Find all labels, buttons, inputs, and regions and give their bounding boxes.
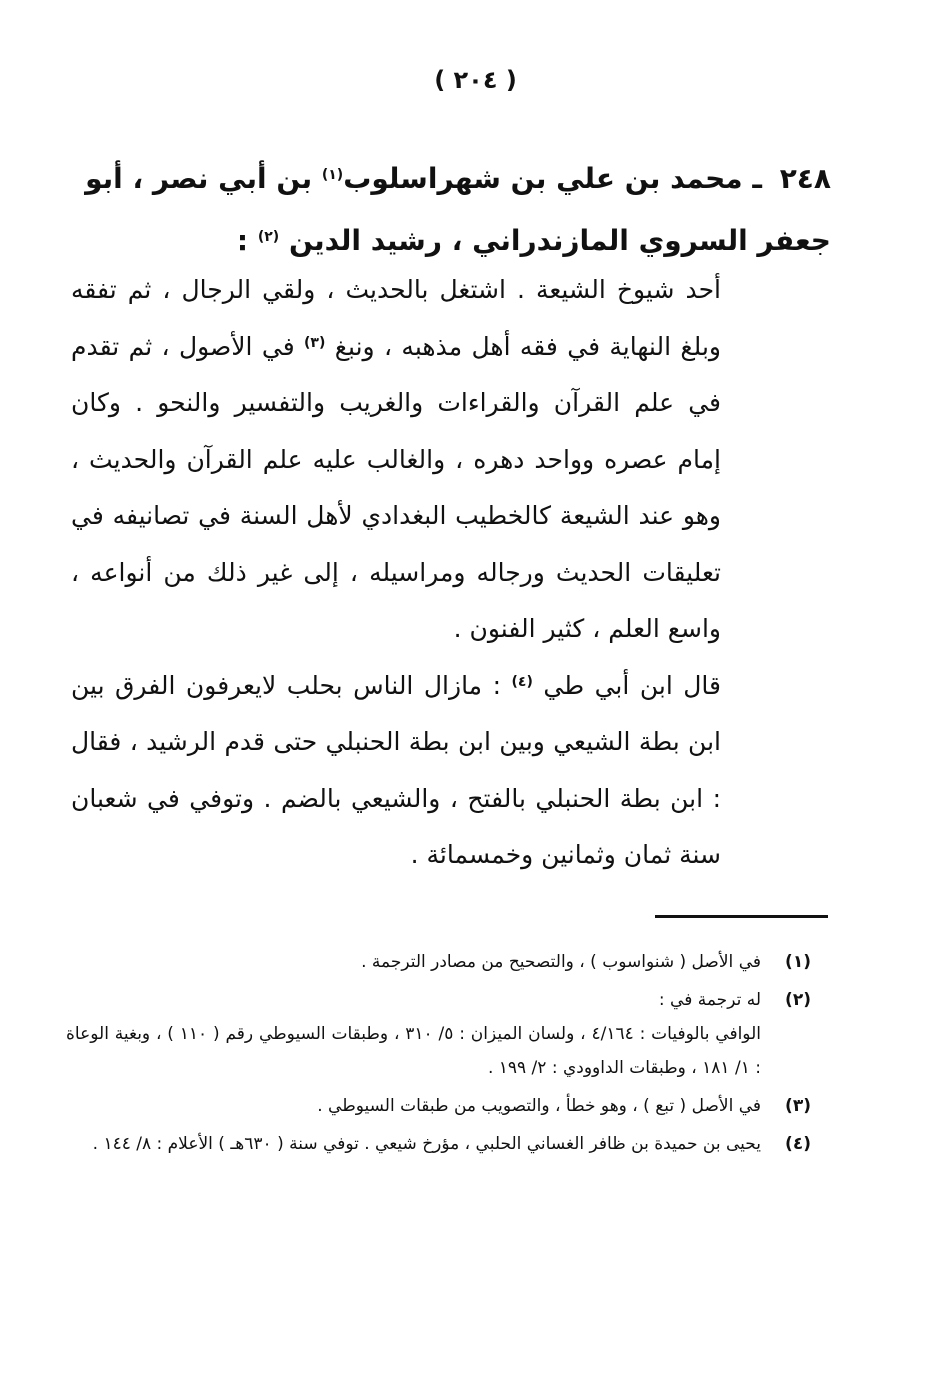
footnote-text bbox=[66, 1089, 761, 1123]
footnote-text bbox=[66, 1127, 761, 1161]
paragraph-1-start: أحد شيوخ الشيعة . اشتغل بالحديث ، ولقي الرجال ، ثم تفقه وبلغ النهاية في فقه أهل مذهبه ، ونبغ bbox=[71, 275, 721, 361]
paragraph-2-start: قال ابن أبي طي bbox=[543, 670, 721, 700]
entry-number: ٢٤٨ bbox=[779, 162, 831, 195]
paragraph-1 bbox=[71, 262, 721, 658]
footnote-line: يحيى بن حميدة بن ظافر الغساني الحلبي ، مؤرخ شيعي . توفي سنة ( ٦٣٠هـ ) الأعلام : ٨/ ١٤٤ . bbox=[92, 1134, 761, 1154]
body-text bbox=[71, 262, 721, 884]
footnote-number: (٤) bbox=[785, 1134, 811, 1154]
entry-heading-colon: : bbox=[236, 224, 249, 257]
footnote-1 bbox=[66, 945, 811, 979]
footnote-line: في الأصل ( تبع ) ، وهو خطأ ، والتصويب من طبقات السيوطي . bbox=[317, 1096, 761, 1116]
footnote-line: له ترجمة في : bbox=[658, 990, 761, 1010]
footnote-ref-4[interactable]: (٤) bbox=[511, 673, 533, 690]
entry-heading-part2: بن أبي نصر ، أبو جعفر السروي المازندراني ، رشيد الدين bbox=[85, 162, 831, 257]
footnote-line: في الأصل ( شنواسوب ) ، والتصحيح من مصادر الترجمة . bbox=[361, 952, 761, 972]
footnote-ref-3[interactable]: (٣) bbox=[304, 334, 326, 351]
footnote-ref-1[interactable]: (١) bbox=[321, 167, 344, 183]
entry-heading-part1: ـ محمد بن علي بن شهراسلوب bbox=[343, 162, 762, 195]
footnote-text bbox=[66, 945, 761, 979]
footnote-4 bbox=[66, 1127, 811, 1161]
footnotes bbox=[66, 945, 811, 1165]
footnote-3 bbox=[66, 1089, 811, 1123]
footnote-number: (٢) bbox=[785, 990, 811, 1010]
footnote-divider bbox=[655, 915, 828, 918]
paragraph-2-cont: : مازال الناس بحلب لايعرفون الفرق بين ابن بطة الشيعي وبين ابن بطة الحنبلي حتى قدم الرشيد ، فقال : ابن بطة الحنبلي بالفتح ، والشيعي بالضم . وتوفي في شعبان سنة ثمان وثمانين وخمسمائة . bbox=[71, 670, 721, 869]
footnote-line: الوافي بالوفيات : ٤/١٦٤ ، ولسان الميزان : ٥/ ٣١٠ ، وطبقات السيوطي رقم ( ١١٠ ) ، وبغية الوعاة : ١/ ١٨١ ، وطبقات الداوودي : ٢/ ١٩٩ . bbox=[66, 1024, 761, 1078]
footnote-2 bbox=[66, 983, 811, 1085]
footnote-ref-2[interactable]: (٢) bbox=[257, 229, 280, 245]
paragraph-2 bbox=[71, 658, 721, 884]
page-number: ( ٢٠٤ ) bbox=[434, 66, 517, 94]
footnote-number: (٣) bbox=[785, 1096, 811, 1116]
footnote-number: (١) bbox=[785, 952, 811, 972]
entry-heading bbox=[71, 148, 831, 272]
footnote-text bbox=[66, 983, 761, 1085]
paragraph-1-cont: في الأصول ، ثم تقدم في علم القرآن والقراءات والغريب والتفسير والنحو . وكان إمام عصره وواحد دهره ، والغالب عليه علم القرآن والحديث ، وهو عند الشيعة كالخطيب البغدادي لأهل السنة في تصانيفه في تعليقات الحديث ورجاله ومراسيله ، إلى غير ذلك من أنواعه ، واسع العلم ، كثير الفنون . bbox=[71, 331, 721, 643]
